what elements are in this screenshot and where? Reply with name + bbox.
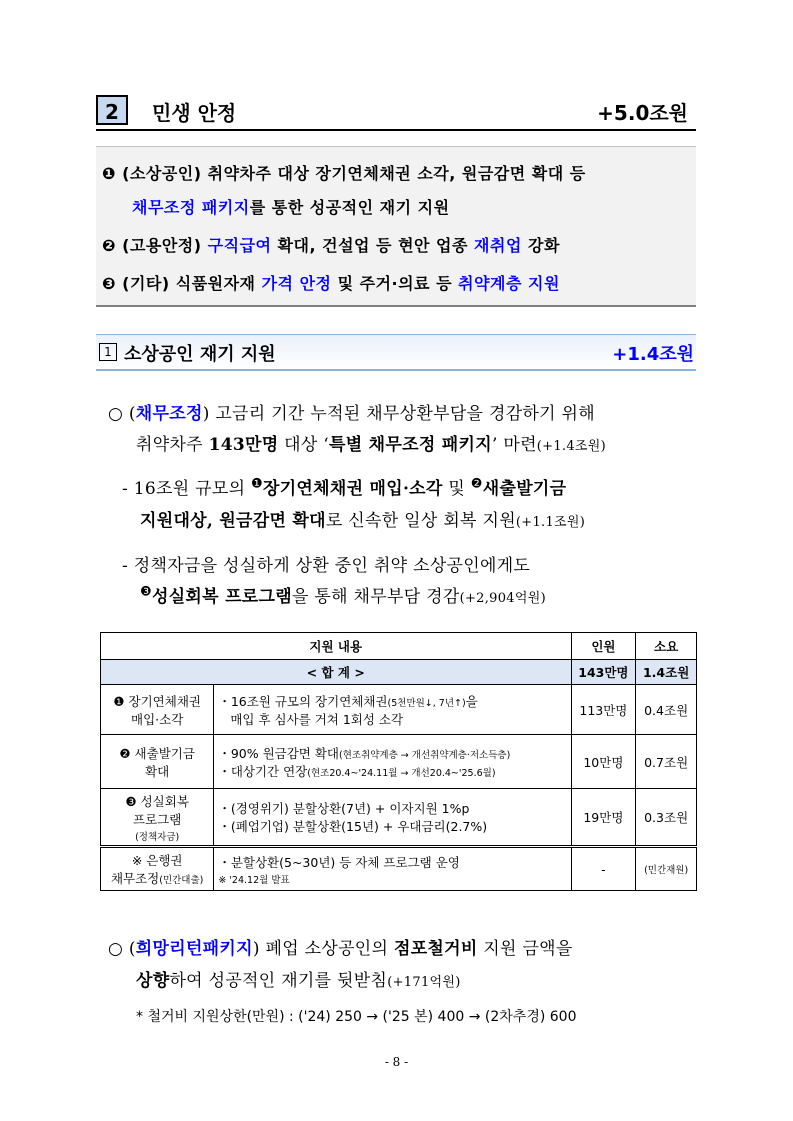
detail-line: ・90% 원금감면 확대 [218,745,340,761]
text: 하여 성공적인 재기를 뒷받침 [169,971,388,991]
header-content: 지원 내용 [101,633,572,660]
bold-text: 지원대상, 원금감면 확대 [140,511,326,531]
detail-line: ・16조원 규모의 장기연체채권 [218,693,388,709]
bold-text: 특별 채무조정 패키지 [329,435,492,455]
detail-line: 매입 후 심사를 거쳐 1회성 소각 [230,711,404,727]
section-amount: +5.0조원 [597,101,688,125]
table-row [101,735,697,789]
amount: (+1.4조원) [536,439,607,454]
subsection-title: 소상공인 재기 지원 [124,344,276,365]
detail-line: ・대상기간 연장 [218,763,308,779]
name-line: ❶ 장기연체채권 [113,693,201,709]
name-note: (민간대출) [159,875,204,886]
bullet-icon: ○ [108,939,124,959]
keyword: 채무조정 [135,404,203,424]
text: 및 [442,479,471,499]
section-title: 민생 안정 [152,101,237,125]
name-line: 매입·소각 [131,711,184,727]
name-line: ❷ 새출발기금 [119,745,195,761]
name-line: 프로그램 [133,811,182,827]
subsection-header [96,334,696,371]
row-people: - [571,847,636,891]
row-cost: (민간재원) [636,847,697,891]
summary-text: (기타) 식품원자재 [122,274,262,293]
section-number: 2 [96,95,128,125]
text: ’ 마련 [491,435,537,455]
name-line: ※ 은행권 [131,853,183,868]
text: - 정책자금을 성실하게 상환 중인 취약 소상공인에게도 [122,556,531,576]
summary-line-1 [102,161,586,184]
summary-line-2 [132,195,450,218]
detail-line: ・(경영위기) 분할상환(7년) + 이자지원 1%p [218,801,470,816]
text: 지원 금액을 [477,939,573,959]
row-detail [214,735,571,789]
detail-line: ・(폐업기업) 분할상환(15년) + 우대금리(2.7%) [218,819,488,834]
row-detail [214,847,571,891]
highlight: 가격 안정 [261,274,332,293]
table-row [101,685,697,735]
row-detail [214,789,571,847]
text: ) 고금리 기간 누적된 채무상환부담을 경감하기 위해 [202,404,596,424]
summary-text: 확대, 건설업 등 현안 업종 [271,236,475,255]
total-cost: 1.4조원 [636,660,697,685]
text: ( [128,404,136,424]
bold-text: 상향 [136,971,170,991]
amount: (+1.1조원) [515,515,586,530]
detail-note: ※ '24.12월 발표 [218,874,290,886]
para-3-line-1 [122,551,530,576]
num-3-icon: ❸ [140,584,152,600]
row-people: 113만명 [571,685,636,735]
header-people: 인원 [571,633,636,660]
row-cost: 0.7조원 [636,735,697,789]
num-1-icon: ❶ [251,476,263,492]
text: ) 폐업 소상공인의 [252,939,394,959]
bold-text: 성실회복 프로그램 [151,587,292,607]
para-2-line-1 [122,474,566,499]
row-cost: 0.4조원 [636,685,697,735]
num-2-icon: ❷ [102,236,117,255]
row-people: 19만명 [571,789,636,847]
detail-line: ・분할상환(5~30년) 등 자체 프로그램 운영 [218,854,460,870]
para-4-line-2 [136,966,461,991]
row-name [101,685,214,735]
table-header-row [101,633,697,660]
para-4-line-1 [108,934,573,959]
para-3-line-2 [140,582,546,607]
summary-box [96,146,696,307]
detail-note: (5천만원↓, 7년↑) [387,697,466,709]
amount: (+171억원) [387,975,461,990]
footnote: * 철거비 지원상한(만원) : ('24) 250 → ('25 본) 400 → (2차추경) 600 [136,1009,577,1025]
name-line: ❸ 성실회복 [125,793,189,809]
highlight: 구직급여 [207,236,272,255]
row-name [101,847,214,891]
total-label: < 합 계 > [101,660,572,685]
table-row [101,847,697,891]
keyword: 희망리턴패키지 [135,939,253,959]
bold-text: 새출발기금 [482,479,567,499]
text: - 16조원 규모의 [122,479,251,499]
summary-text: (소상공인) 취약차주 대상 장기연체채권 소각, 원금감면 확대 등 [122,164,586,183]
table-total-row [101,660,697,685]
support-table [100,632,697,891]
header-cost: 소요 [636,633,697,660]
para-2-line-2 [140,506,585,531]
bold-text: 점포철거비 [393,939,478,959]
subsection-number: 1 [99,343,117,361]
page-number: - 8 - [384,1055,409,1069]
subsection-amount: +1.4조원 [612,344,694,365]
highlight: 재취업 [474,236,522,255]
summary-text: 강화 [521,236,560,255]
row-name [101,789,214,847]
text: 대상 ‘ [278,435,329,455]
para-1-line-1 [108,399,595,424]
num-1-icon: ❶ [102,164,117,183]
bold-text: 143만명 [208,435,279,455]
summary-text: 및 주거·의료 등 [331,274,459,293]
table-row [101,789,697,847]
num-2-icon: ❷ [470,476,483,492]
bullet-icon: ○ [108,404,124,424]
summary-line-3 [102,233,560,256]
text: 을 통해 채무부담 경감 [291,587,460,607]
detail-line: 을 [465,693,478,709]
summary-text: (고용안정) [122,236,208,255]
row-detail [214,685,571,735]
row-name [101,735,214,789]
amount: (+2,904억원) [459,591,546,606]
summary-line-4 [102,271,560,294]
highlight: 취약계층 지원 [458,274,560,293]
bold-text: 장기연체채권 매입·소각 [262,479,443,499]
row-people: 10만명 [571,735,636,789]
name-line: 채무조정 [110,871,160,886]
detail-note: (현조취약계층 → 개선취약계층·저소득층) [339,749,511,761]
text: 로 신속한 일상 회복 지원 [325,511,516,531]
highlight: 채무조정 패키지 [132,198,250,217]
name-line: (정책자금) [135,831,180,843]
summary-text: 를 통한 성공적인 재기 지원 [249,198,450,217]
total-people: 143만명 [571,660,636,685]
text: ( [128,939,136,959]
section-header [96,93,696,131]
row-cost: 0.3조원 [636,789,697,847]
detail-note: (현조20.4~'24.11월 → 개선20.4~'25.6월) [307,767,496,779]
num-3-icon: ❸ [102,274,117,293]
text: 취약차주 [136,435,209,455]
name-line: 확대 [145,763,170,779]
para-1-line-2 [136,430,606,455]
